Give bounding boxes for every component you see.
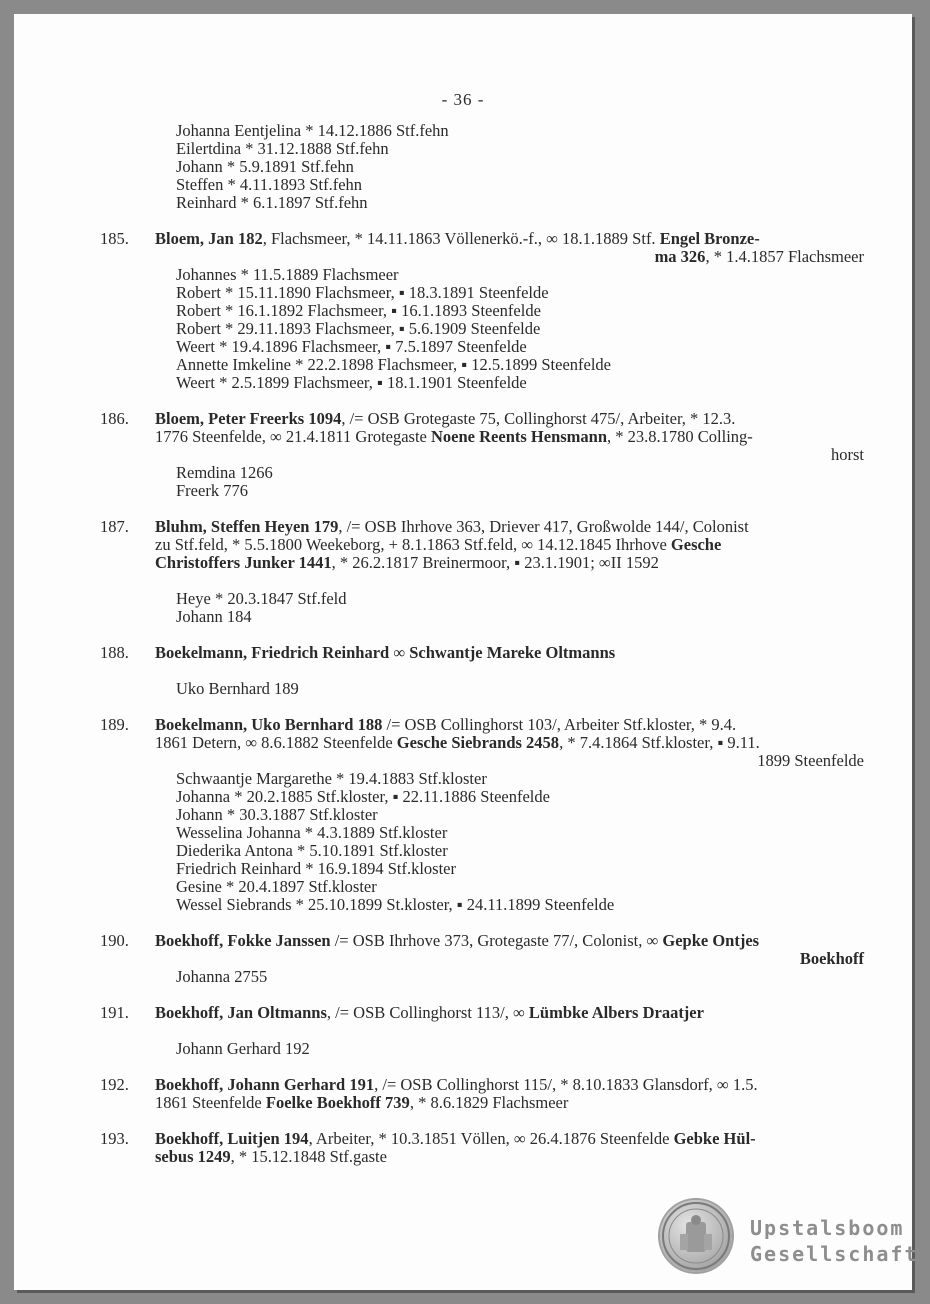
entry-number: 186. [100,409,129,428]
entry-number: 189. [100,715,129,734]
entry-number: 191. [100,1003,129,1022]
list-item: Johann 184 [176,607,252,626]
spouse-name: Engel Bronze- [659,229,760,248]
entry-186-line-2 [155,428,753,446]
logo-text-line-1: Upstalsboom [750,1216,905,1240]
entry-text: /= OSB Collinghorst 103/, Arbeiter Stf.kloster, * 9.4. [382,715,737,734]
entry-text: , * 23.8.1780 Colling- [607,427,753,446]
entry-number: 187. [100,517,129,536]
entry-number: 185. [100,229,129,248]
seal-icon [660,1200,732,1272]
entry-187-line-3 [155,554,659,572]
list-item: Uko Bernhard 189 [176,679,299,698]
list-item: Remdina 1266 [176,463,273,482]
entry-name: Bloem, Jan 182 [155,229,263,248]
spouse-name: Lümbke Albers Draatjer [528,1003,704,1022]
list-item: Weert * 2.5.1899 Flachsmeer, ▪ 18.1.1901 Steenfelde [176,373,527,392]
list-item: Friedrich Reinhard * 16.9.1894 Stf.kloster [176,859,457,878]
entry-189-line-1 [155,716,736,734]
entry-186-line-3: horst [831,445,864,464]
spouse-name: ma 326 [654,247,706,266]
entry-188-line-1 [155,644,615,662]
list-item: Johanna 2755 [176,967,268,986]
list-item: Gesine * 20.4.1897 Stf.kloster [176,877,377,896]
page-number: - 36 - [441,90,485,109]
list-item: Johannes * 11.5.1889 Flachsmeer [176,265,399,284]
entry-name: Boekhoff, Fokke Janssen [155,931,331,950]
entry-text: 1776 Steenfelde, ∞ 21.4.1811 Grotegaste [155,427,432,446]
entry-192-line-1 [155,1076,758,1094]
entry-text: , Flachsmeer, * 14.11.1863 Völlenerkö.-f., ∞ 18.1.1889 Stf. [262,229,660,248]
spouse-name: Boekhoff [799,949,864,968]
list-item: Johann * 5.9.1891 Stf.fehn [176,157,354,176]
list-item: Reinhard * 6.1.1897 Stf.fehn [176,193,368,212]
entry-text: , * 1.4.1857 Flachsmeer [705,247,864,266]
entry-name: Bloem, Peter Freerks 1094 [155,409,342,428]
entry-text: , /= OSB Collinghorst 115/, * 8.10.1833 Glansdorf, ∞ 1.5. [374,1075,758,1094]
entry-185-line-1 [155,230,760,248]
entry-189-line-3: 1899 Steenfelde [757,751,864,770]
list-item: Freerk 776 [176,481,248,500]
entry-text: , * 7.4.1864 Stf.kloster, ▪ 9.11. [559,733,760,752]
list-item: Robert * 29.11.1893 Flachsmeer, ▪ 5.6.1909 Steenfelde [176,319,541,338]
list-item: Annette Imkeline * 22.2.1898 Flachsmeer, ▪ 12.5.1899 Steenfelde [176,355,612,374]
entry-name: Boekelmann, Friedrich Reinhard [155,643,390,662]
list-item: Johanna Eentjelina * 14.12.1886 Stf.fehn [176,121,449,140]
list-item: Diederika Antona * 5.10.1891 Stf.kloster [176,841,448,860]
entry-text: , /= OSB Collinghorst 113/, ∞ [326,1003,529,1022]
entry-name: Boekelmann, Uko Bernhard 188 [155,715,383,734]
entry-193-line-1 [155,1130,756,1148]
spouse-name: Noene Reents Hensmann [431,427,608,446]
entry-name: Boekhoff, Johann Gerhard 191 [155,1075,375,1094]
list-item: Robert * 15.11.1890 Flachsmeer, ▪ 18.3.1891 Steenfelde [176,283,549,302]
list-item: Weert * 19.4.1896 Flachsmeer, ▪ 7.5.1897 Steenfelde [176,337,527,356]
entry-185-line-2 [655,248,864,266]
spouse-name: sebus 1249 [155,1147,231,1166]
entry-text: , * 15.12.1848 Stf.gaste [230,1147,387,1166]
entry-192-line-2 [155,1094,568,1112]
list-item: Wesselina Johanna * 4.3.1889 Stf.kloster [176,823,448,842]
entry-190-line-2 [800,950,864,968]
entry-name: Bluhm, Steffen Heyen 179 [155,517,339,536]
logo-text-line-2: Gesellschaft [750,1242,919,1266]
list-item: Eilertdina * 31.12.1888 Stf.fehn [176,139,389,158]
list-item: Robert * 16.1.1892 Flachsmeer, ▪ 16.1.1893 Steenfelde [176,301,541,320]
entry-number: 192. [100,1075,129,1094]
entry-190-line-1 [155,932,759,950]
seal-emblem-icon [660,1200,732,1272]
list-item: Johann Gerhard 192 [176,1039,310,1058]
spouse-name: Christoffers Junker 1441 [155,553,332,572]
entry-text: 1861 Steenfelde [155,1093,266,1112]
list-item: Johanna * 20.2.1885 Stf.kloster, ▪ 22.11.1886 Steenfelde [176,787,550,806]
entry-text: , /= OSB Ihrhove 363, Driever 417, Großwolde 144/, Colonist [338,517,749,536]
spouse-name: Schwantje Mareke Oltmanns [409,643,616,662]
entry-187-line-1 [155,518,749,536]
entry-name: Boekhoff, Luitjen 194 [155,1129,309,1148]
spouse-name: Gebke Hül- [673,1129,756,1148]
entry-text: , * 26.2.1817 Breinermoor, ▪ 23.1.1901; ∞II 1592 [331,553,659,572]
entry-text: ∞ [389,643,410,662]
list-item: Wessel Siebrands * 25.10.1899 St.kloster, ▪ 24.11.1899 Steenfelde [176,895,615,914]
entry-text: , /= OSB Grotegaste 75, Collinghorst 475/, Arbeiter, * 12.3. [341,409,736,428]
spouse-name: Gepke Ontjes [662,931,760,950]
entry-text: /= OSB Ihrhove 373, Grotegaste 77/, Colonist, ∞ [330,931,663,950]
entry-text: , Arbeiter, * 10.3.1851 Völlen, ∞ 26.4.1876 Steenfelde [308,1129,674,1148]
entry-number: 188. [100,643,129,662]
entry-text: , * 8.6.1829 Flachsmeer [409,1093,569,1112]
entry-number: 190. [100,931,129,950]
spouse-name: Gesche Siebrands 2458 [396,733,560,752]
entry-186-line-1 [155,410,735,428]
spouse-name: Foelke Boekhoff 739 [265,1093,410,1112]
list-item: Steffen * 4.11.1893 Stf.fehn [176,175,363,194]
entry-187-line-2 [155,536,721,554]
entry-text: zu Stf.feld, * 5.5.1800 Weekeborg, + 8.1.1863 Stf.feld, ∞ 14.12.1845 Ihrhove [155,535,671,554]
entry-text: 1861 Detern, ∞ 8.6.1882 Steenfelde [155,733,397,752]
entry-number: 193. [100,1129,129,1148]
list-item: Schwaantje Margarethe * 19.4.1883 Stf.kloster [176,769,487,788]
document-page [14,14,919,1290]
entry-name: Boekhoff, Jan Oltmanns [155,1003,327,1022]
spouse-name: Gesche [670,535,722,554]
list-item: Johann * 30.3.1887 Stf.kloster [176,805,378,824]
entry-191-line-1 [155,1004,704,1022]
list-item: Heye * 20.3.1847 Stf.feld [176,589,347,608]
entry-189-line-2 [155,734,760,752]
entry-193-line-2 [155,1148,387,1166]
